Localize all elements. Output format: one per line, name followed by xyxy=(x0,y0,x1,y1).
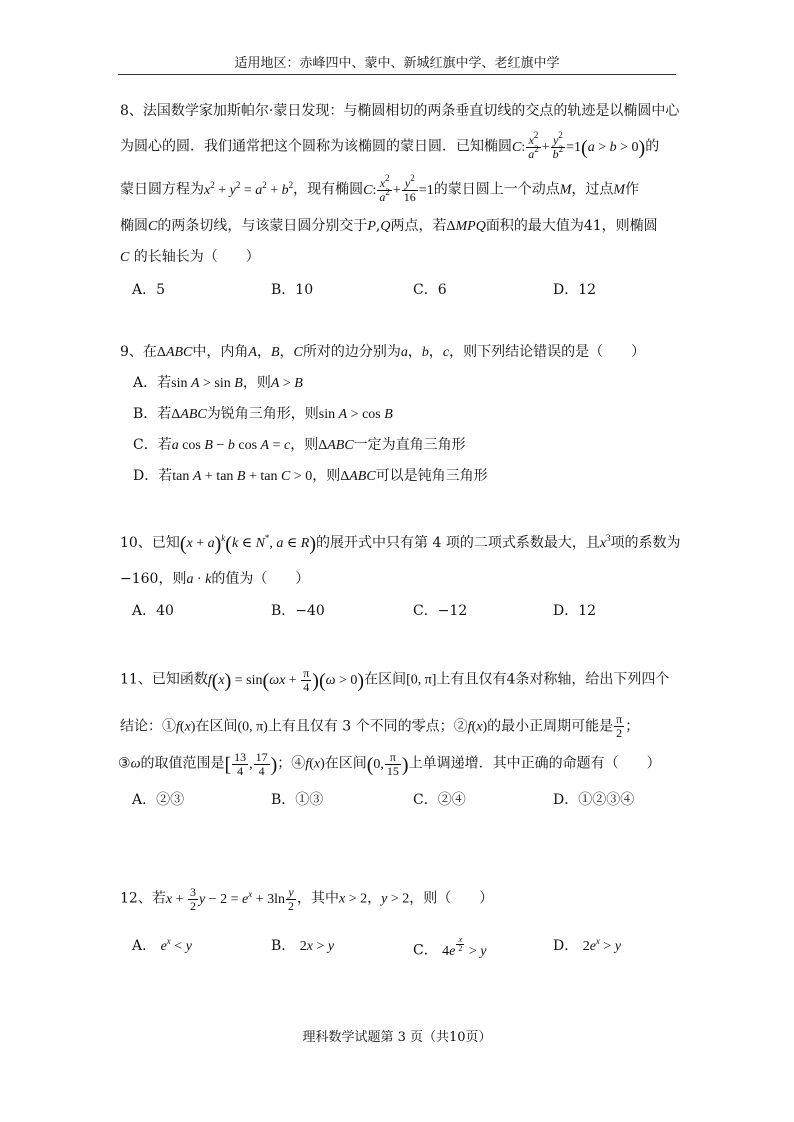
page-footer: 理科数学试题第 3 页（共10页） xyxy=(302,1030,492,1045)
page-header: 适用地区：赤峰四中、蒙中、新城红旗中学、老红旗中学 xyxy=(234,56,560,71)
q9-option-d: D．若tan A + tan B + tan C > 0，则ΔABC可以是钝角三角形 xyxy=(133,468,488,484)
q11-option-d: D．①②③④ xyxy=(553,792,635,808)
q10-option-b: B．−40 xyxy=(271,603,325,619)
q8-line-3: 蒙日圆方程为$x^2 + y^2 = a^2 + b^2$，现有椭圆C: $\frac{x^2}{a^2}$ + $\frac{y^2}{16}$ =1的蒙日圆上一个动点M，过点M作 xyxy=(120,173,640,204)
q8-line-4: 椭圆C的两条切线，与该蒙日圆分别交于P,Q两点，若ΔMPQ面积的最大值为41，则椭圆 xyxy=(120,218,658,234)
q8-option-c: C．6 xyxy=(413,282,447,298)
q11-option-c: C．②④ xyxy=(413,792,466,808)
q11-option-b: B．①③ xyxy=(271,792,324,808)
q9-stem: 9、在ΔABC中，内角A，B，C所对的边分别为a，b，c，则下列结论错误的是（ ） xyxy=(120,344,646,360)
q12-option-c: C． 4e $^{\frac{x}{2}}$ > y xyxy=(413,935,487,959)
q9-option-c: C．若a cos B − b cos A = c，则ΔABC一定为直角三角形 xyxy=(133,437,466,453)
q8-line-1: 8、法国数学家加斯帕尔·蒙日发现：与椭圆相切的两条垂直切线的交点的轨迹是以椭圆中心 xyxy=(120,103,680,119)
q10-option-a: A．40 xyxy=(132,603,174,619)
q8-ellipse-equation: C: $\frac{x^2}{a^2}$ + $\frac{y^2}{b^2}$ =1(a > b > 0) xyxy=(512,130,646,161)
q11-line-2: 结论：①f(x)在区间(0, π)上有且仅有 3 个不同的零点；②f(x)的最小正周期可能是 $\frac{\pi}{2}$ ； xyxy=(120,712,640,740)
q8-option-a: A．5 xyxy=(132,282,166,298)
q8-option-b: B．10 xyxy=(271,282,314,298)
q9-option-a: A．若sin A > sin B，则A > B xyxy=(133,375,303,391)
q10-option-d: D．12 xyxy=(553,603,597,619)
header-divider xyxy=(118,74,676,75)
q12-option-b: B． 2x > y xyxy=(271,938,335,954)
q9-option-b: B．若ΔABC为锐角三角形，则sin A > cos B xyxy=(133,406,393,422)
q8-line-5: C 的长轴长为（ ） xyxy=(120,249,260,265)
q11-option-a: A．②③ xyxy=(132,792,185,808)
q11-line-1: 11、已知函数f(x) = sin(ωx + $\frac{\pi}{4}$ )(ω > 0)在区间[0, π]上有且仅有4条对称轴，给出下列四个 xyxy=(120,666,670,694)
q10-option-c: C．−12 xyxy=(413,603,468,619)
q8-line-2: 为圆心的圆．我们通常把这个圆称为该椭圆的蒙日圆．已知椭圆C: $\frac{x^2}{a^2}$ + $\frac{y^2}{b^2}$ =1(a > b > 0)的 xyxy=(120,130,660,161)
q11-line-3: ③ω的取值范围是[ $\frac{13}{4}$ , $\frac{17}{4}$ )；④f(x)在区间(0, $\frac{\pi}{15}$ )上单调递增．其中正确的命题有（ ） xyxy=(118,750,661,778)
q12-option-d: D． $2e^x > y$ xyxy=(553,936,622,954)
q12-option-a: A． $e^x < y$ xyxy=(132,936,192,954)
q8-option-d: D．12 xyxy=(553,282,597,298)
q12-stem: 12、若x + $\frac{3}{2}$ $y - 2 = e^x + 3\ln$ $\frac{y}{2}$ ，其中x > 2，y > 2，则（ ） xyxy=(120,885,494,913)
q10-line-1: 10、已知$(x + a)^k(k$ ∈ N*, a ∈ R)的展开式中只有第 4 项的二项式系数最大，且$x^3$项的系数为 xyxy=(120,532,681,555)
q10-line-2: −160，则a · k的值为（ ） xyxy=(120,571,310,587)
